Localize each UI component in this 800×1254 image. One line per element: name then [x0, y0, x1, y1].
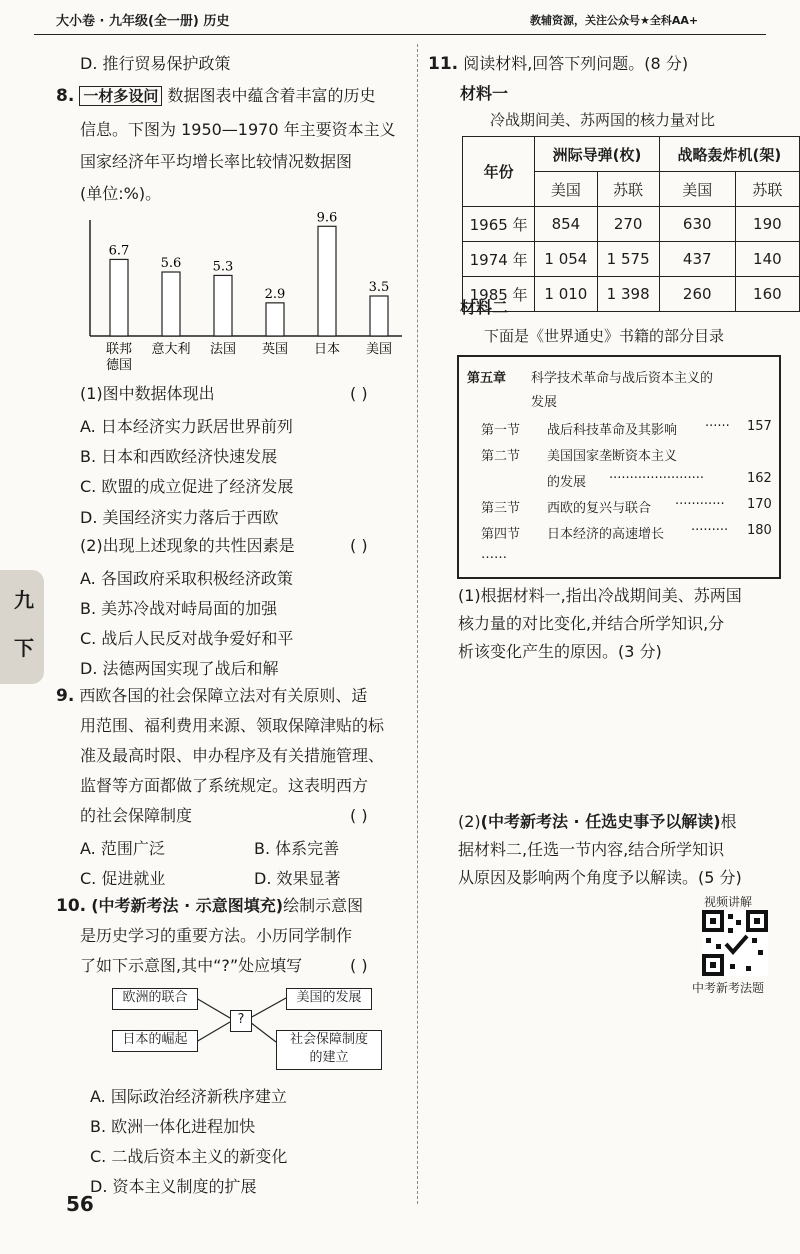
toc-sec3-title: 西欧的复兴与联合	[547, 501, 652, 516]
chart-value-label: 5.6	[160, 256, 182, 271]
th-sub: 美国	[535, 172, 597, 207]
q11-sub1-line3: 析该变化产生的原因。(3 分)	[458, 642, 662, 661]
chart-bar	[266, 303, 284, 336]
q11-sub2-line1: 根	[720, 812, 737, 831]
diagram-box-social	[276, 1030, 382, 1070]
q9-stem-line2: 用范围、福利费用来源、领取保障津贴的标	[80, 716, 385, 735]
q9-stem-line3: 准及最高时限、申办程序及有关措施管理、	[80, 746, 385, 765]
material1-label: 材料一	[460, 84, 509, 103]
table-cell: 1 398	[597, 277, 659, 312]
diagram-box-social-line1: 社会保障制度	[289, 1032, 368, 1047]
table-cell: 160	[735, 277, 799, 312]
table-cell: 630	[659, 207, 735, 242]
toc-sec1-title: 战后科技革命及其影响	[547, 423, 678, 438]
chart-value-label: 6.7	[108, 243, 130, 259]
q10-stem-line2: 是历史学习的重要方法。小历同学制作	[80, 926, 353, 945]
table-cell: 437	[659, 242, 735, 277]
q10-paren: ( )	[350, 956, 368, 975]
header-rule	[34, 34, 766, 35]
q8-stem-line1: 数据图表中蕴含着丰富的历史	[167, 86, 376, 105]
q8-1-option-d[interactable]: D. 美国经济实力落后于西欧	[80, 508, 279, 527]
chart-category-label: 日本	[313, 342, 341, 357]
q7-option-d: D. 推行贸易保护政策	[80, 54, 231, 73]
chart-bar	[110, 259, 128, 336]
diagram-box-social-line2: 的建立	[309, 1050, 349, 1065]
table-cell: 1965 年	[463, 207, 535, 242]
table-cell: 140	[735, 242, 799, 277]
q8-1-option-b[interactable]: B. 日本和西欧经济快速发展	[80, 447, 278, 466]
q11-number: 11.	[428, 54, 459, 74]
table-cell: 260	[659, 277, 735, 312]
q8-1-option-a[interactable]: A. 日本经济实力跃居世界前列	[80, 417, 293, 436]
chart-bar	[318, 226, 336, 336]
q8-2-option-b[interactable]: B. 美苏冷战对峙局面的加强	[80, 599, 278, 618]
toc-ellipsis: ……	[481, 547, 507, 562]
q10-tag: (中考新考法 · 示意图填充)	[91, 896, 284, 915]
q8-number: 8.	[56, 86, 75, 106]
q8-sub2: (2)出现上述现象的共性因素是	[80, 536, 295, 555]
table-row	[463, 242, 800, 277]
qr-caption-top: 视频讲解	[704, 895, 753, 909]
q8-stem-line4: (单位:%)。	[80, 184, 162, 203]
q8-stem-line3: 国家经济年平均增长率比较情况数据图	[80, 152, 353, 171]
toc-sec2-label: 第二节	[481, 449, 521, 464]
table-cell: 1 010	[535, 277, 597, 312]
q9-option-d[interactable]: D. 效果显著	[254, 869, 341, 888]
q11-sub2-tag: (中考新考法 · 任选史事予以解读)	[480, 812, 721, 831]
q11-sub1-line2: 核力量的对比变化,并结合所学知识,分	[458, 614, 725, 633]
toc-box: 第五章 科学技术革命与战后资本主义的 发展 第一节 战后科技革命及其影响 ······ 157 第二节 美国国家垄断资本主义 的发展 ······················· 162 第三节 西欧的复兴与联合 ············ 170 第四节 日本经济的高速增长 ········· 180 ……	[457, 355, 781, 579]
table-row	[463, 277, 800, 312]
table-cell: 270	[597, 207, 659, 242]
chart-value-label: 2.9	[264, 286, 286, 302]
table-caption: 冷战期间美、苏两国的核力量对比	[490, 111, 716, 129]
q10-option-a[interactable]: A. 国际政治经济新秩序建立	[90, 1087, 287, 1106]
q8-sub2-paren: ( )	[350, 536, 368, 555]
page-number: 56	[66, 1192, 94, 1216]
q10-option-c[interactable]: C. 二战后资本主义的新变化	[90, 1147, 288, 1166]
q11-sub2-prefix: (2)	[458, 812, 481, 831]
q8-2-option-a[interactable]: A. 各国政府采取积极经济政策	[80, 569, 293, 588]
q10-number: 10.	[56, 896, 87, 916]
chart-category-label: 美国	[365, 342, 393, 357]
q9-option-a[interactable]: A. 范围广泛	[80, 839, 165, 858]
q8-stem-line2: 信息。下图为 1950—1970 年主要资本主义	[80, 120, 396, 139]
side-tab	[0, 570, 44, 684]
toc-sec4-label: 第四节	[481, 527, 521, 542]
toc-chapter-label: 第五章	[467, 371, 507, 386]
th-year: 年份	[463, 137, 535, 207]
q9-number: 9.	[56, 686, 75, 706]
q10-option-b[interactable]: B. 欧洲一体化进程加快	[90, 1117, 256, 1136]
q9-stem-line5: 的社会保障制度	[80, 806, 193, 825]
q8-bar-chart	[80, 200, 410, 380]
side-tab-char1: 九	[14, 588, 34, 612]
toc-sec4-page: 180	[747, 523, 772, 538]
q9-option-b[interactable]: B. 体系完善	[254, 839, 340, 858]
th-sub: 美国	[659, 172, 735, 207]
nuclear-table	[462, 136, 800, 312]
q9-option-c[interactable]: C. 促进就业	[80, 869, 166, 888]
toc-sec4-title: 日本经济的高速增长	[547, 527, 665, 542]
qr-code-icon[interactable]	[702, 910, 768, 976]
header-right: 教辅资源，关注公众号★全科AA+	[530, 14, 699, 27]
chart-category-label: 英国	[261, 342, 289, 357]
material2-label: 材料二	[460, 298, 509, 317]
chart-category-label: 法国	[209, 342, 237, 357]
toc-sec3-page: 170	[747, 497, 772, 512]
chart-category-label: 联邦	[105, 342, 133, 357]
q11-sub2-line2: 据材料二,任选一节内容,结合所学知识	[458, 840, 725, 859]
diagram-box-usa: 美国的发展	[286, 988, 372, 1010]
table-cell: 854	[535, 207, 597, 242]
toc-sec2-title: 美国国家垄断资本主义	[547, 449, 678, 464]
toc-sec1-page: 157	[747, 419, 772, 434]
toc-chapter-title-2: 发展	[531, 395, 558, 410]
diagram-box-center[interactable]: ?	[230, 1010, 252, 1032]
diagram-box-japan: 日本的崛起	[112, 1030, 198, 1052]
q8-tag: 一材多设问	[79, 86, 162, 106]
q8-sub1-paren: ( )	[350, 384, 368, 403]
diagram-box-europe: 欧洲的联合	[112, 988, 198, 1010]
toc-sec2-page: 162	[747, 471, 772, 486]
chart-bar	[162, 272, 180, 336]
table-cell: 190	[735, 207, 799, 242]
chart-bar	[370, 296, 388, 336]
q8-sub1: (1)图中数据体现出	[80, 384, 215, 403]
table-row	[463, 207, 800, 242]
toc-chapter-title-1: 科学技术革命与战后资本主义的	[531, 371, 714, 386]
th-icbm: 洲际导弹(枚)	[535, 137, 660, 172]
q9-paren: ( )	[350, 806, 368, 825]
q8-2-option-c[interactable]: C. 战后人民反对战争爱好和平	[80, 629, 294, 648]
q9-stem-line4: 监督等方面都做了系统规定。这表明西方	[80, 776, 369, 795]
q10-option-d[interactable]: D. 资本主义制度的扩展	[90, 1177, 257, 1196]
toc-sec2-title2: 的发展	[547, 475, 587, 490]
q10-stem-line3: 了如下示意图,其中“?”处应填写	[80, 956, 303, 975]
table-cell: 1 575	[597, 242, 659, 277]
qr-caption-bottom: 中考新考法题	[692, 981, 765, 995]
th-sub: 苏联	[735, 172, 799, 207]
q11-sub1-line1: (1)根据材料一,指出冷战期间美、苏两国	[458, 586, 742, 605]
q9-stem-line1: 西欧各国的社会保障立法对有关原则、适	[79, 686, 368, 705]
table-cell: 1985 年	[463, 277, 535, 312]
q8-1-option-c[interactable]: C. 欧盟的成立促进了经济发展	[80, 477, 294, 496]
chart-value-label: 3.5	[368, 280, 390, 295]
side-tab-char2: 下	[14, 636, 34, 660]
chart-category-label: 意大利	[151, 342, 191, 357]
material2-intro: 下面是《世界通史》书籍的部分目录	[484, 327, 725, 345]
q11-stem: 阅读材料,回答下列问题。(8 分)	[463, 54, 689, 73]
th-sub: 苏联	[597, 172, 659, 207]
chart-value-label: 9.6	[316, 210, 338, 226]
header-left: 大小卷 · 九年级(全一册) 历史	[56, 14, 230, 29]
table-cell: 1 054	[535, 242, 597, 277]
q8-2-option-d[interactable]: D. 法德两国实现了战后和解	[80, 659, 279, 678]
q10-stem-line1: 绘制示意图	[283, 896, 364, 915]
column-divider	[417, 44, 418, 1204]
toc-sec3-label: 第三节	[481, 501, 521, 516]
q11-sub2-line3: 从原因及影响两个角度予以解读。(5 分)	[458, 868, 742, 887]
chart-category-label: 德国	[105, 358, 133, 373]
table-cell: 1974 年	[463, 242, 535, 277]
th-bomber: 战略轰炸机(架)	[659, 137, 799, 172]
chart-value-label: 5.3	[212, 259, 234, 275]
chart-bar	[214, 275, 232, 336]
toc-sec1-label: 第一节	[481, 423, 521, 438]
